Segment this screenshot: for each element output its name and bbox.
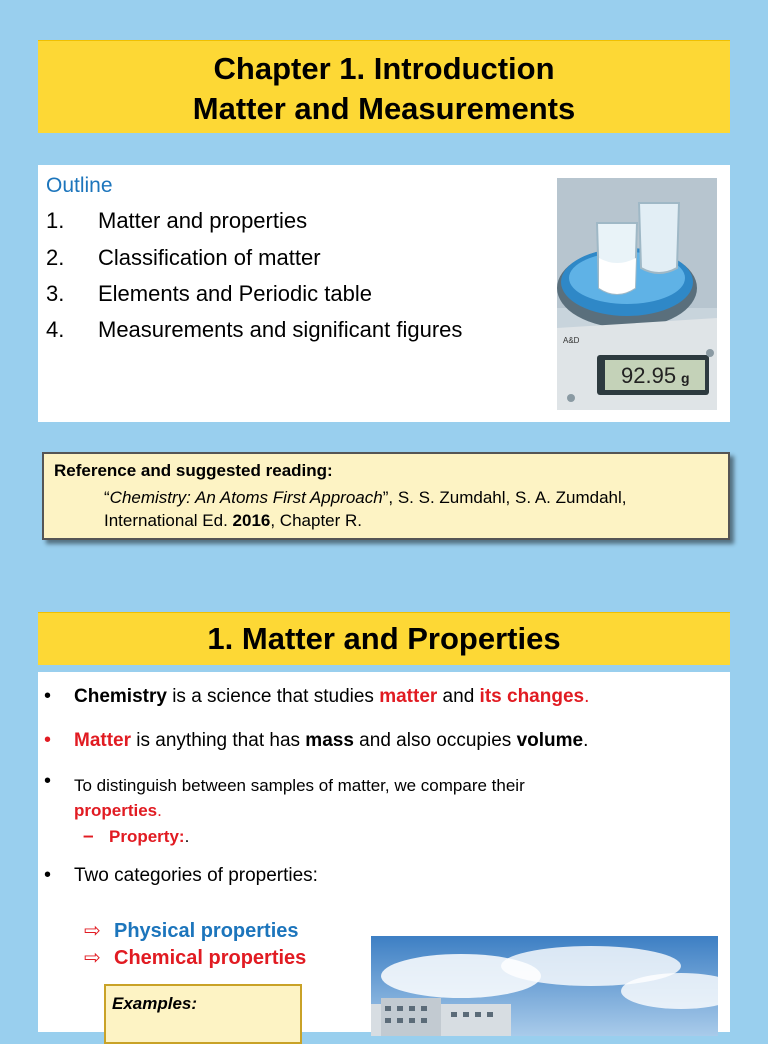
term-properties: properties [74, 801, 158, 820]
reference-chapter: , Chapter R. [270, 511, 363, 530]
content-panel: • Chemistry is a science that studies matter and its changes. • Matter is anything that has mass and also occupies volume. • To distinguish between samples of matter, we compare their properties. – Property:. • Two categories of properties: ⇨ Physical properties ⇨ Chemical properties Examples: [38, 672, 730, 1032]
outline-text: Measurements and significant figures [98, 317, 463, 342]
outline-heading: Outline [46, 174, 113, 197]
arrow-right-icon: ⇨ [84, 920, 101, 942]
term-matter: matter [379, 686, 438, 707]
outline-num: 2. [46, 245, 65, 270]
outline-text: Classification of matter [98, 245, 321, 270]
reference-year: 2016 [232, 511, 271, 530]
term-matter-def: Matter [74, 730, 132, 751]
outline-num: 3. [46, 281, 65, 306]
building-photo [371, 936, 718, 1036]
quote-close: ” [382, 488, 389, 507]
reference-authors: , S. S. Zumdahl, S. A. Zumdahl, International Ed. [104, 488, 627, 530]
outline-text: Matter and properties [98, 208, 308, 233]
category-physical: ⇨ Physical properties [84, 920, 299, 942]
examples-label: Examples: [112, 994, 198, 1013]
reference-heading: Reference and suggested reading: [54, 461, 333, 480]
slide2-title: 1. Matter and Properties [38, 612, 730, 665]
outline-item-3 [46, 281, 372, 307]
slide1-title-line1: Chapter 1. Introduction [213, 51, 555, 86]
property-subitem: – Property:. [83, 826, 190, 847]
balance-readout: 92.95 [621, 363, 677, 388]
outline-panel [38, 165, 730, 422]
slide1-title-line2: Matter and Measurements [192, 91, 576, 126]
outline-item-2 [46, 245, 321, 271]
slide1-title [38, 40, 730, 133]
outline-num: 4. [46, 317, 65, 342]
outline-num: 1. [46, 208, 65, 233]
reference-box [42, 452, 730, 540]
balance-brand: A&D [563, 336, 580, 345]
reference-body [104, 486, 704, 532]
term-volume: volume [516, 730, 584, 751]
outline-text: Elements and Periodic table [98, 281, 372, 306]
balance-unit: g [681, 370, 690, 386]
examples-box [104, 984, 302, 1044]
category-chemical: ⇨ Chemical properties [84, 947, 307, 969]
quote-open: “ [104, 488, 110, 507]
term-mass: mass [305, 730, 354, 751]
term-changes: its changes [479, 686, 585, 707]
arrow-right-icon: ⇨ [84, 947, 101, 969]
outline-item-4 [46, 317, 462, 343]
balance-photo [557, 178, 717, 410]
outline-item-1 [46, 208, 307, 234]
balance-illustration [557, 178, 717, 410]
book-title: Chemistry: An Atoms First Approach [109, 488, 383, 507]
building-illustration [371, 936, 718, 1036]
term-chemistry: Chemistry [74, 686, 167, 707]
